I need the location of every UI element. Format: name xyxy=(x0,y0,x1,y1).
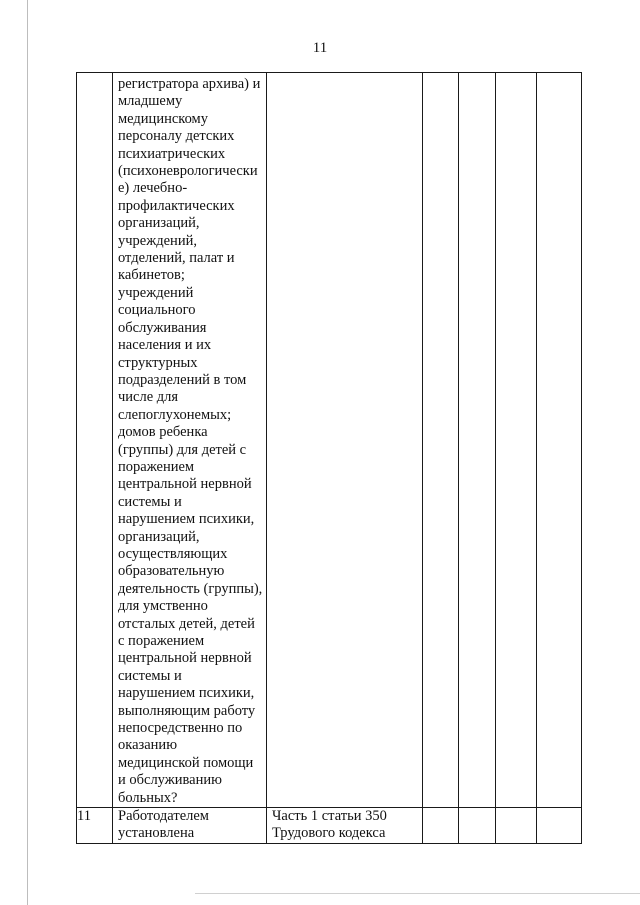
cell-answer-na xyxy=(496,808,537,844)
question-text: регистратора архива) и младшему медицинскому персоналу детских психиатрических (психоневрологически е) лечебно- профилактических организаций, учреждений, отделений, палат и кабинетов; учреждений социального обслуживания населения и их структурных подразделений в том числе для слепоглухонемых; домов ребенка (группы) для детей с поражением центральной нервной системы и нарушением психики, организаций, осуществляющих образовательную деятельность (группы), для умственно отсталых детей, детей с поражением центральной нервной системы и нарушением психики, выполняющим работу непосредственно по оказанию медицинской помощи и обслуживанию больных? xyxy=(118,76,263,806)
cell-answer-no xyxy=(459,73,496,808)
cell-comment xyxy=(537,73,582,808)
row-number: 11 xyxy=(77,808,91,825)
checklist-table xyxy=(76,72,582,844)
cell-legal-basis xyxy=(267,808,423,844)
cell-question xyxy=(113,73,267,808)
cell-answer-yes xyxy=(423,73,459,808)
table-row-continued xyxy=(77,73,582,808)
question-text: Работодателем установлена xyxy=(118,808,209,842)
table-row-11 xyxy=(77,808,582,844)
cell-comment xyxy=(537,808,582,844)
scan-edge-line xyxy=(27,0,28,905)
scan-bottom-line xyxy=(195,893,640,894)
cell-answer-yes xyxy=(423,808,459,844)
legal-basis-text: Часть 1 статьи 350 Трудового кодекса xyxy=(272,808,387,842)
cell-question xyxy=(113,808,267,844)
cell-legal-basis xyxy=(267,73,423,808)
cell-answer-no xyxy=(459,808,496,844)
cell-number xyxy=(77,808,113,844)
cell-number xyxy=(77,73,113,808)
cell-answer-na xyxy=(496,73,537,808)
page-number: 11 xyxy=(312,40,328,56)
